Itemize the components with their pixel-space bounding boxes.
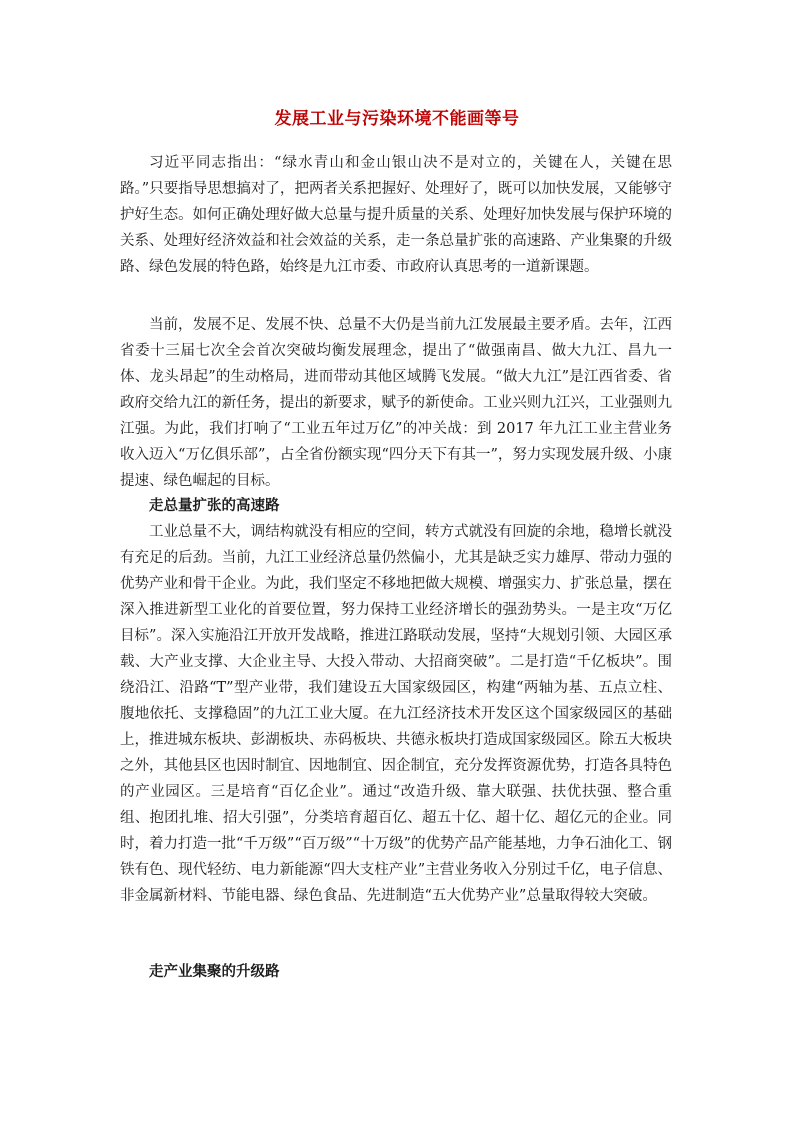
intro-paragraph: 习近平同志指出：“绿水青山和金山银山决不是对立的，关键在人，关键在思路。”只要指导思想搞对了，把两者关系把握好、处理好了，既可以加快发展，又能够守护好生态。如何正确处理好做大总量与提升质量的关系、处理好加快发展与保护环境的关系、处理好经济效益和社会效益的关系，走一条总量扩张的高速路、产业集聚的升级路、绿色发展的特色路，始终是九江市委、市政府认真思考的一道新课题。 xyxy=(120,155,672,275)
context-paragraph: 当前，发展不足、发展不快、总量不大仍是当前九江发展最主要矛盾。去年，江西省委十三届七次全会首次突破均衡发展理念，提出了“做强南昌、做大九江、昌九一体、龙头昂起”的生动格局，进而带动其他区域腾飞发展。“做大九江”是江西省委、省政府交给九江的新任务，提出的新要求，赋予的新使命。工业兴则九江兴，工业强则九江强。为此，我们打响了“工业五年过万亿”的冲关战：到 2017 年九江工业主营业务收入迈入“万亿俱乐部”，占全省份额实现“四分天下有其一”，努力实现发展升级、小康提速、绿色崛起的目标。 xyxy=(120,317,672,489)
section-heading-upgrade: 走产业集聚的升级路 xyxy=(149,963,280,980)
section-body-expansion: 工业总量不大，调结构就没有相应的空间，转方式就没有回旋的余地，稳增长就没有充足的后劲。当前，九江工业经济总量仍然偏小，尤其是缺乏实力雄厚、带动力强的优势产业和骨干企业。为此，我们坚定不移地把做大规模、增强实力、扩张总量，摆在深入推进新型工业化的首要位置，努力保持工业经济增长的强劲势头。一是主攻“万亿目标”。深入实施沿江开放开发战略，推进江路联动发展，坚持“大规划引领、大园区承载、大产业支撑、大企业主导、大投入带动、大招商突破”。二是打造“千亿板块”。围绕沿江、沿路“T”型产业带，我们建设五大国家级园区，构建“两轴为基、五点立柱、腹地依托、支撑稳固”的九江工业大厦。在九江经济技术开发区这个国家级园区的基础上，推进城东板块、彭湖板块、赤码板块、共德永板块打造成国家级园区。除五大板块之外，其他县区也因时制宜、因地制宜、因企制宜，充分发挥资源优势，打造各具特色的产业园区。三是培育“百亿企业”。通过“改造升级、靠大联强、扶优扶强、整合重组、抱团扎堆、招大引强”，分类培育超百亿、超五十亿、超十亿、超亿元的企业。同时，着力打造一批“千万级”“百万级”“十万级”的优势产品产能基地，力争石油化工、钢铁有色、现代轻纺、电力新能源“四大支柱产业”主营业务收入分别过千亿，电子信息、非金属新材料、节能电器、绿色食品、先进制造“五大优势产业”总量取得较大突破。 xyxy=(120,524,672,904)
document-title: 发展工业与污染环境不能画等号 xyxy=(274,109,520,129)
section-heading-expansion: 走总量扩张的高速路 xyxy=(149,497,280,514)
